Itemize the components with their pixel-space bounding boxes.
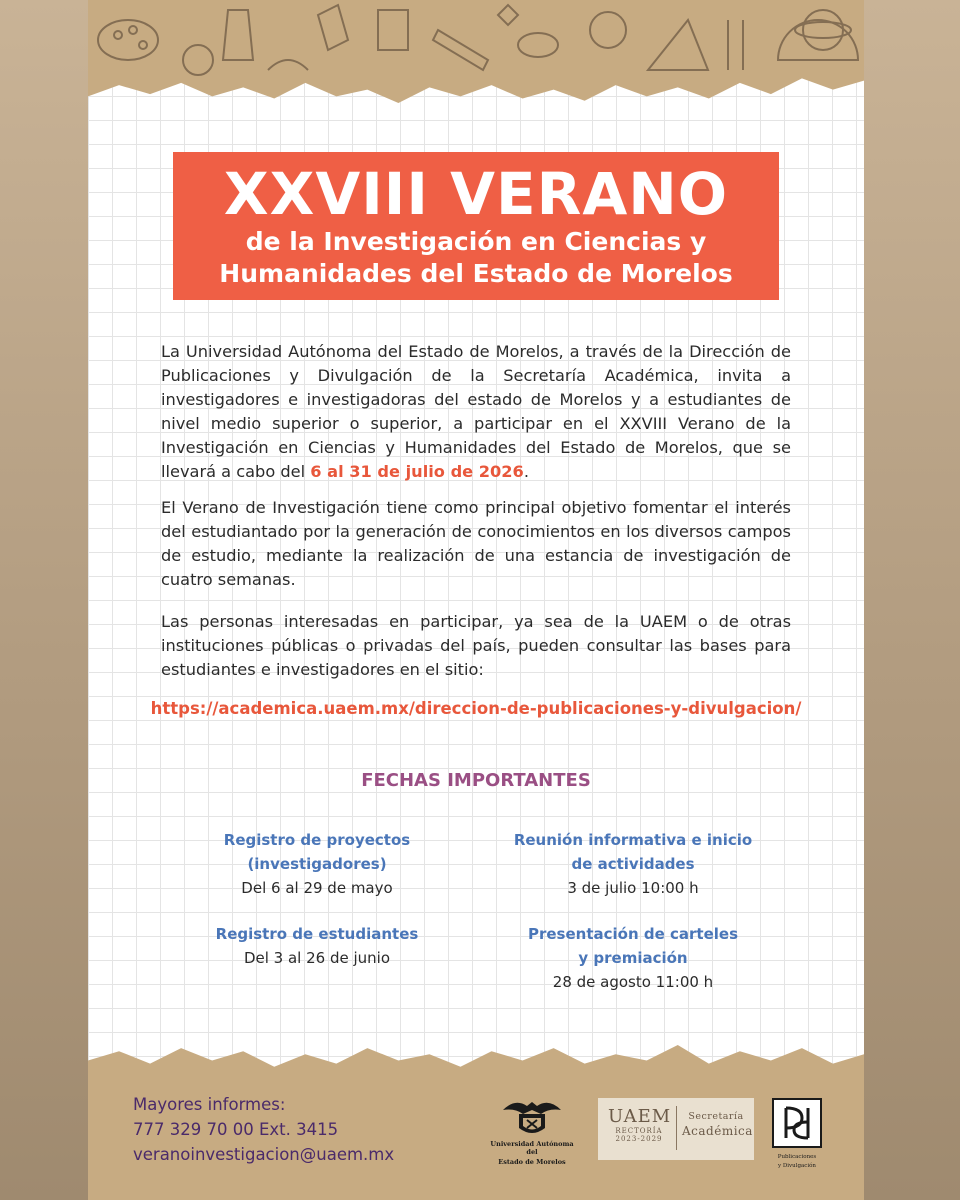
- date-title: Registro de proyectos: [223, 831, 411, 849]
- poster: [88, 0, 864, 1200]
- title-sub-line1: de la Investigación en Ciencias y: [245, 227, 707, 256]
- rectoria-mark: [608, 1106, 670, 1143]
- date-value: 28 de agosto 11:00 h: [552, 973, 714, 991]
- publicaciones-divulgacion-logo: [769, 1098, 825, 1168]
- pd-name-line1: Publicaciones: [777, 1154, 817, 1160]
- date-title: Registro de estudiantes: [215, 925, 419, 943]
- uaem-name-line1: Universidad Autónoma del: [490, 1140, 574, 1156]
- rectoria-label: RECTORÍA: [615, 1127, 663, 1135]
- rectoria-uaem: UAEM: [608, 1106, 672, 1127]
- bases-link[interactable]: https://academica.uaem.mx/direccion-de-publicaciones-y-divulgacion/: [150, 699, 802, 718]
- date-title: Presentación de carteles: [527, 925, 738, 943]
- date-title-cont: (investigadores): [247, 855, 387, 873]
- uaem-name-line2: Estado de Morelos: [498, 1158, 566, 1166]
- contact-label: Mayores informes:: [133, 1095, 286, 1114]
- date-item-student-registration: [172, 922, 462, 970]
- intro-paragraph: [161, 340, 791, 484]
- secretaria-line1: Secretaría: [688, 1111, 744, 1122]
- logo-divider: [676, 1106, 677, 1150]
- secretaria-name: [682, 1110, 753, 1138]
- event-dates-highlight: 6 al 31 de julio de 2026: [310, 462, 524, 481]
- contact-phone: 777 329 70 00 Ext. 3415: [133, 1120, 339, 1139]
- intro-text-end: .: [523, 462, 529, 481]
- pd-monogram-icon: [772, 1098, 822, 1148]
- date-item-posters-awards: [488, 922, 778, 994]
- uaem-crest-icon: [501, 1096, 563, 1138]
- title-banner: [173, 152, 779, 300]
- title-sub-line2: Humanidades del Estado de Morelos: [219, 259, 733, 288]
- contact-email[interactable]: veranoinvestigacion@uaem.mx: [133, 1145, 395, 1164]
- objective-paragraph: El Verano de Investigación tiene como principal objetivo fomentar el interés del estudiantado por la generación de conocimientos en los diversos campos de estudio, mediante la realización de una estancia de investigación de cuatro semanas.: [161, 498, 791, 589]
- school-doodles-illustration: [88, 0, 864, 100]
- date-value: 3 de julio 10:00 h: [567, 879, 699, 897]
- rectoria-years: 2023-2029: [615, 1135, 663, 1143]
- secretaria-academica-logo: [598, 1098, 754, 1160]
- date-title-cont: y premiación: [578, 949, 688, 967]
- top-kraft-band: [88, 0, 864, 112]
- secretaria-line2: Académica: [682, 1124, 753, 1138]
- date-item-project-registration: [172, 828, 462, 900]
- uaem-logo: [484, 1096, 580, 1166]
- bases-paragraph: Las personas interesadas en participar, ya sea de la UAEM o de otras instituciones públicas o privadas del país, pueden consultar las bases para estudiantes e investigadores en el sitio:: [161, 612, 791, 679]
- date-value: Del 6 al 29 de mayo: [241, 879, 393, 897]
- date-value: Del 3 al 26 de junio: [243, 949, 391, 967]
- date-title: Reunión informativa e inicio: [513, 831, 753, 849]
- contact-info: [133, 1092, 453, 1167]
- date-item-info-meeting: [488, 828, 778, 900]
- pd-name-line2: y Divulgación: [778, 1163, 816, 1169]
- date-title-cont: de actividades: [571, 855, 695, 873]
- intro-text: La Universidad Autónoma del Estado de Morelos, a través de la Dirección de Publicaciones y Divulgación de la Secretaría Académica, invita a investigadores e investigadoras del estado de Morelos y a estudiantes de nivel medio superior o superior, a participar en el XXVIII Verano de la Investigación en Ciencias y Humanidades del Estado de Morelos, que se llevará a cabo del: [161, 342, 791, 481]
- important-dates-heading: FECHAS IMPORTANTES: [361, 770, 591, 791]
- title-main: XXVIII VERANO: [223, 160, 729, 228]
